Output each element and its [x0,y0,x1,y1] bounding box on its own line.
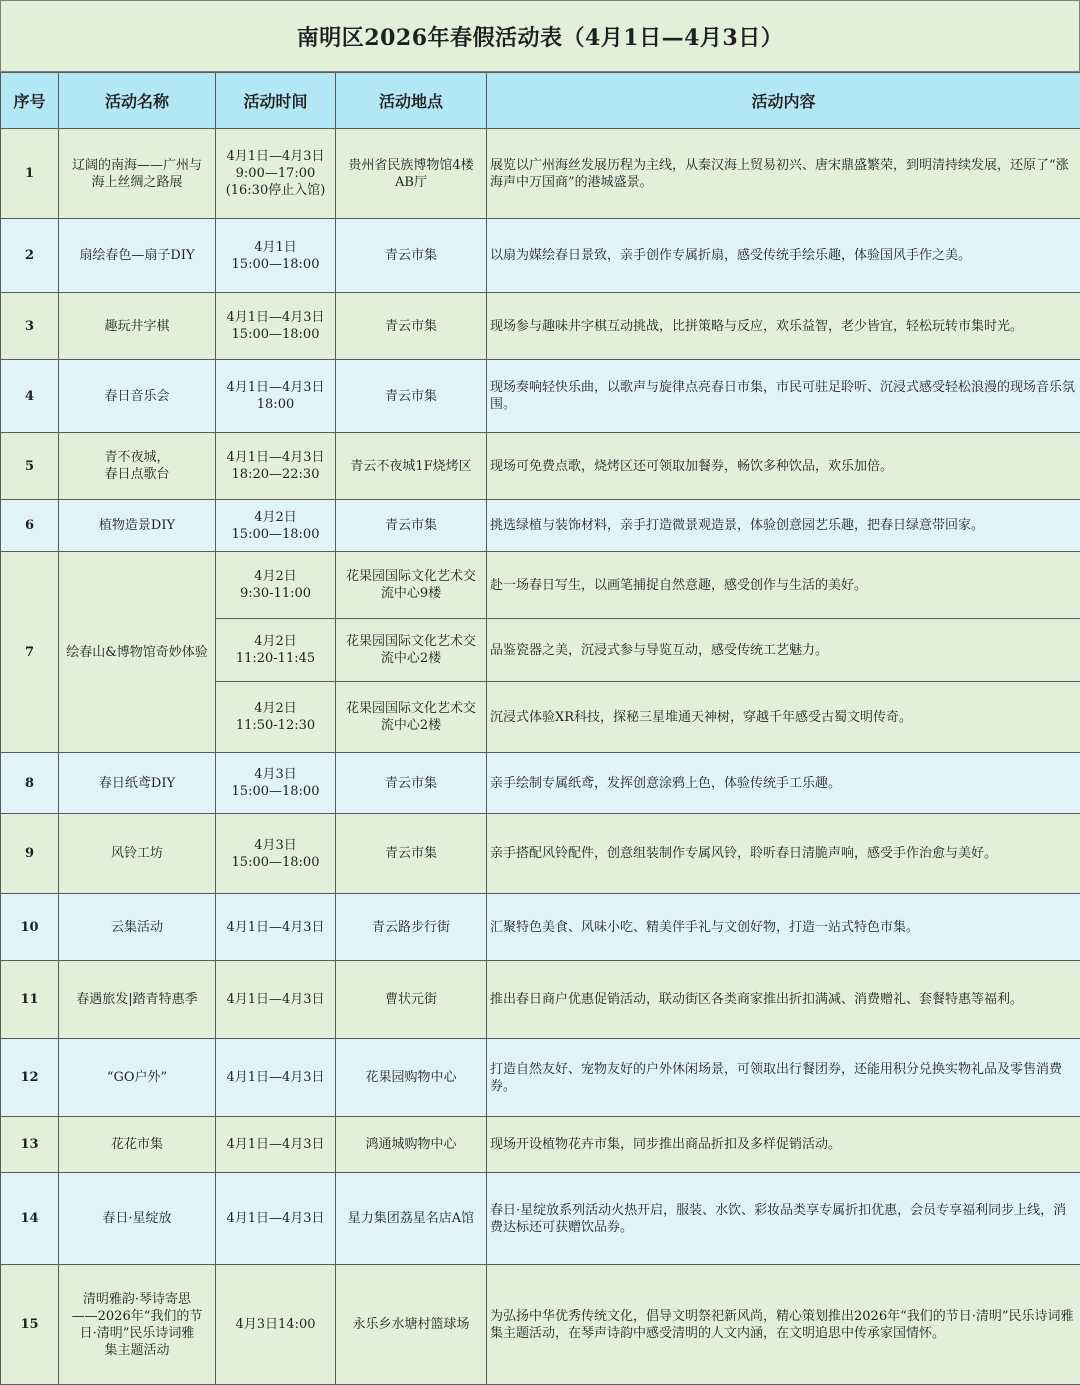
activity-time: 4月1日—4月3日 [216,1039,336,1117]
activity-place: 花果园国际文化艺术交 流中心2楼 [336,682,487,753]
activity-place: 青云路步行街 [336,894,487,961]
table-body [1,129,1080,1385]
row-number: 2 [1,219,59,293]
activity-time: 4月2日 15:00—18:00 [216,500,336,552]
activity-place: 鸿通城购物中心 [336,1117,487,1173]
activity-content: 现场开设植物花卉市集，同步推出商品折扣及多样促销活动。 [487,1117,1080,1173]
activity-time: 4月2日 9:30-11:00 [216,552,336,619]
table-row [1,753,1080,814]
activity-name: 花花市集 [59,1117,216,1173]
row-number: 3 [1,293,59,360]
activity-time: 4月1日—4月3日 [216,961,336,1039]
table-row [1,1173,1080,1265]
activity-content: 沉浸式体验XR科技，探秘三星堆通天神树，穿越千年感受古蜀文明传奇。 [487,682,1080,753]
activity-name: 植物造景DIY [59,500,216,552]
activity-content: 现场可免费点歌，烧烤区还可领取加餐券，畅饮多种饮品，欢乐加倍。 [487,433,1080,500]
activity-time: 4月1日—4月3日 [216,1173,336,1265]
table-row [1,433,1080,500]
activity-place: 花果园国际文化艺术交 流中心9楼 [336,552,487,619]
row-number: 10 [1,894,59,961]
table-row [1,1039,1080,1117]
table-row [1,814,1080,894]
activity-name: 绘春山&博物馆奇妙体验 [59,552,216,753]
row-number: 5 [1,433,59,500]
activity-time: 4月2日 11:50-12:30 [216,682,336,753]
row-number: 9 [1,814,59,894]
row-number: 11 [1,961,59,1039]
activity-place: 青云市集 [336,219,487,293]
activity-time: 4月3日14:00 [216,1265,336,1385]
activity-content: 以扇为媒绘春日景致，亲手创作专属折扇，感受传统手绘乐趣，体验国风手作之美。 [487,219,1080,293]
row-number: 7 [1,552,59,753]
table-row [1,293,1080,360]
activity-place: 曹状元街 [336,961,487,1039]
activity-place: 青云市集 [336,360,487,433]
activity-table [0,72,1080,1385]
activity-time: 4月1日—4月3日 18:00 [216,360,336,433]
activity-place: 花果园国际文化艺术交 流中心2楼 [336,619,487,682]
activity-content: 品鉴瓷器之美，沉浸式参与导览互动，感受传统工艺魅力。 [487,619,1080,682]
table-row [1,961,1080,1039]
row-number: 8 [1,753,59,814]
header-place: 活动地点 [336,73,487,129]
row-number: 4 [1,360,59,433]
activity-place: 青云市集 [336,293,487,360]
activity-content: 汇聚特色美食、风味小吃、精美伴手礼与文创好物，打造一站式特色市集。 [487,894,1080,961]
activity-place: 青云市集 [336,753,487,814]
activity-place: 花果园购物中心 [336,1039,487,1117]
activity-name: 扇绘春色—扇子DIY [59,219,216,293]
table-row [1,360,1080,433]
activity-place: 青云市集 [336,814,487,894]
activity-time: 4月1日—4月3日 [216,894,336,961]
activity-content: 赴一场春日写生，以画笔捕捉自然意趣，感受创作与生活的美好。 [487,552,1080,619]
activity-content: 为弘扬中华优秀传统文化，倡导文明祭祀新风尚，精心策划推出2026年“我们的节日·清明”民乐诗词雅集主题活动，在琴声诗韵中感受清明的人文内涵，在文明追思中传承家国情怀。 [487,1265,1080,1385]
activity-name: 清明雅韵·琴诗寄思 ——2026年“我们的节 日·清明”民乐诗词雅 集主题活动 [59,1265,216,1385]
activity-place: 青云不夜城1F烧烤区 [336,433,487,500]
title-bar [0,0,1080,72]
activity-name: “GO户外” [59,1039,216,1117]
header-name: 活动名称 [59,73,216,129]
activity-name: 春遇旅发|踏青特惠季 [59,961,216,1039]
table-row [1,552,1080,619]
activity-content: 亲手搭配风铃配件，创意组装制作专属风铃，聆听春日清脆声响，感受手作治愈与美好。 [487,814,1080,894]
activity-name: 趣玩井字棋 [59,293,216,360]
row-number: 12 [1,1039,59,1117]
activity-time: 4月1日—4月3日 9:00—17:00 (16:30停止入馆) [216,129,336,219]
activity-name: 春日·星绽放 [59,1173,216,1265]
activity-place: 永乐乡水塘村篮球场 [336,1265,487,1385]
activity-place: 星力集团荔星名店A馆 [336,1173,487,1265]
row-number: 15 [1,1265,59,1385]
activity-name: 云集活动 [59,894,216,961]
activity-content: 挑选绿植与装饰材料，亲手打造微景观造景，体验创意园艺乐趣，把春日绿意带回家。 [487,500,1080,552]
header-time: 活动时间 [216,73,336,129]
table-row [1,1117,1080,1173]
activity-name: 辽阔的南海——广州与 海上丝绸之路展 [59,129,216,219]
activity-content: 现场奏响轻快乐曲，以歌声与旋律点亮春日市集，市民可驻足聆听、沉浸式感受轻松浪漫的现场音乐氛围。 [487,360,1080,433]
activity-time: 4月2日 11:20-11:45 [216,619,336,682]
row-number: 1 [1,129,59,219]
header-no: 序号 [1,73,59,129]
activity-place: 青云市集 [336,500,487,552]
table-row [1,219,1080,293]
activity-time: 4月1日—4月3日 [216,1117,336,1173]
row-number: 6 [1,500,59,552]
activity-place: 贵州省民族博物馆4楼 AB厅 [336,129,487,219]
activity-content: 打造自然友好、宠物友好的户外休闲场景，可领取出行餐团券，还能用积分兑换实物礼品及零售消费券。 [487,1039,1080,1117]
row-number: 14 [1,1173,59,1265]
activity-name: 青不夜城， 春日点歌台 [59,433,216,500]
activity-name: 风铃工坊 [59,814,216,894]
table-row [1,129,1080,219]
activity-name: 春日音乐会 [59,360,216,433]
row-number: 13 [1,1117,59,1173]
activity-content: 亲手绘制专属纸鸢，发挥创意涂鸦上色，体验传统手工乐趣。 [487,753,1080,814]
activity-content: 推出春日商户优惠促销活动，联动街区各类商家推出折扣满减、消费赠礼、套餐特惠等福利。 [487,961,1080,1039]
activity-time: 4月3日 15:00—18:00 [216,814,336,894]
table-row [1,1265,1080,1385]
header-row [1,73,1080,129]
activity-name: 春日纸鸢DIY [59,753,216,814]
header-content: 活动内容 [487,73,1080,129]
page-title: 南明区2026年春假活动表（4月1日—4月3日） [297,21,783,52]
activity-time: 4月1日 15:00—18:00 [216,219,336,293]
activity-time: 4月1日—4月3日 18:20—22:30 [216,433,336,500]
activity-content: 春日·星绽放系列活动火热开启，服装、水饮、彩妆品类享专属折扣优惠，会员专享福利同步上线，消费达标还可获赠饮品券。 [487,1173,1080,1265]
activity-time: 4月3日 15:00—18:00 [216,753,336,814]
activity-time: 4月1日—4月3日 15:00—18:00 [216,293,336,360]
activity-content: 现场参与趣味井字棋互动挑战，比拼策略与反应，欢乐益智，老少皆宜，轻松玩转市集时光。 [487,293,1080,360]
activity-content: 展览以广州海丝发展历程为主线，从秦汉海上贸易初兴、唐宋鼎盛繁荣，到明清持续发展，还原了“涨海声中万国商”的港城盛景。 [487,129,1080,219]
table-row [1,500,1080,552]
table-row [1,894,1080,961]
